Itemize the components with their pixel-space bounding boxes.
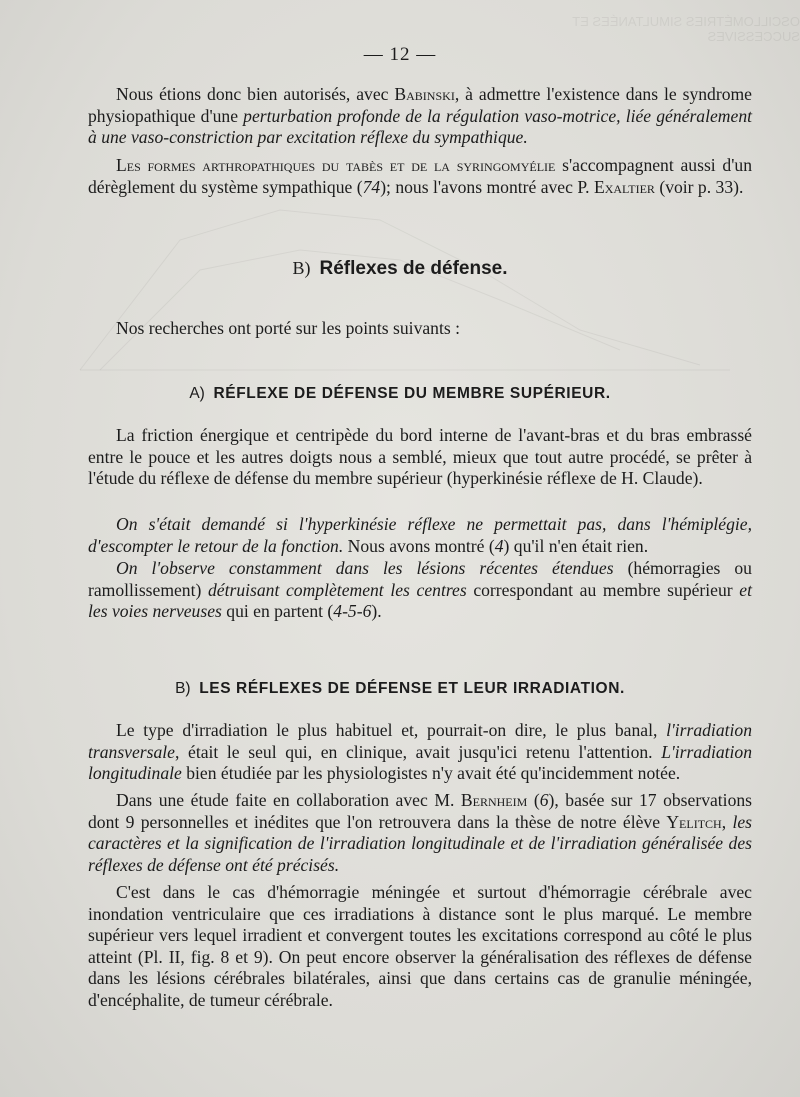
text-run: , à admettre l'existence dans le syndrome physiopathique d'une <box>88 84 752 126</box>
paragraph-babinski <box>88 84 752 149</box>
text-run: bien étudiée par les physiologistes n'y avait été qu'incidemment notée. <box>181 763 681 783</box>
smallcaps-run: Les formes arthropathiques du tabès et de la syringomyélie <box>116 155 556 175</box>
paragraph-irradiation-type <box>88 720 752 785</box>
emphasis-run: les caractères et la signification de l'irradiation longitudinale et de l'irradiation généralisée des réflexes de défense ont été précisés. <box>88 811 752 875</box>
section-heading-reflexes <box>0 258 800 280</box>
text-run: Le type d'irradiation le plus habituel et, pourrait-on dire, le plus banal, <box>116 720 667 740</box>
bleed-through-plot <box>60 180 750 380</box>
section-title: Réflexes de défense. <box>319 258 508 279</box>
text-run: qui en partent ( <box>221 601 334 621</box>
emphasis-run: On l'observe constamment dans les lésions récentes étendues <box>116 558 614 578</box>
text-run: , était le seul qui, en clinique, avait jusqu'ici retenu l'attention. <box>174 741 662 762</box>
subheading-membre-superieur <box>0 385 800 403</box>
emphasis-run: l'irradiation transversale <box>88 720 752 762</box>
author-name: Yelitch <box>666 811 722 832</box>
subsection-label: A) <box>189 385 205 402</box>
text-run: ( <box>527 790 540 810</box>
text-run: ), basée sur 17 observations dont 9 personnelles et inédites que l'on retrouvera dans la thèse de notre élève <box>88 790 753 832</box>
paragraph-bernheim-study <box>88 790 752 876</box>
reference-number: 4-5-6 <box>333 601 372 621</box>
text-run: (voir p. 33). <box>654 176 744 197</box>
subsection-title: LES RÉFLEXES DE DÉFENSE ET LEUR IRRADIATION. <box>199 680 625 697</box>
paragraph-friction <box>88 425 752 490</box>
text-run: Nous avons montré ( <box>343 535 495 556</box>
text-run: ) qu'il n'en était rien. <box>503 535 649 556</box>
reference-number: 4 <box>494 535 504 556</box>
emphasis-run: détruisant complètement les centres <box>208 579 467 600</box>
author-name: Exaltier <box>593 176 655 197</box>
text-run: ); nous l'avons montré avec P. <box>380 176 594 197</box>
subsection-title: RÉFLEXE DE DÉFENSE DU MEMBRE SUPÉRIEUR. <box>213 385 611 402</box>
text-run: La friction énergique et centripède du bord interne de l'avant-bras et du bras embrassé entre le pouce et les autres doigts nous a semblé, mieux que tout autre procédé, se prêter à l'étude du réflexe de défense du membre supérieur (hyperkinésie réflexe de H. Claude). <box>88 425 752 488</box>
paragraph-lesions <box>88 558 752 623</box>
emphasis-run: On s'était demandé si l'hyperkinésie réflexe ne permettait pas, dans l'hémiplégie, d'escompter le retour de la fonction. <box>88 514 752 556</box>
author-name: Babinski <box>394 84 455 104</box>
author-name: Bernheim <box>460 790 528 810</box>
text-run: (hémorragies ou ramollissement) <box>88 558 752 600</box>
page-number: — 12 — <box>363 44 437 65</box>
paragraph-hemorragie <box>88 882 752 1011</box>
paragraph-tabes <box>88 155 752 198</box>
subheading-irradiation <box>0 680 800 698</box>
paragraph-intro <box>88 318 752 340</box>
emphasis-run: perturbation profonde de la régulation vaso-motrice, liée généralement à une vaso-constriction par excitation réflexe du sympathique. <box>88 105 753 147</box>
text-run: , <box>721 811 733 832</box>
bleed-through-texture: OSCILLOMÉTRIES SIMULTANÉES ET SUCCESSIVES <box>572 14 800 44</box>
paragraph-hyperkinesie <box>88 514 752 557</box>
text-run: C'est dans le cas d'hémorragie méningée et surtout d'hémorragie cérébrale avec inondation ventriculaire que ces irradiations à distance sont le plus marqué. Le membre supérieur vers lequel irradient et convergent toutes les excitations correspond au côté le plus atteint (Pl. II, fig. 8 et 9). On peut encore observer la généralisation des réflexes de défense dans les lésions cérébrales bilatérales, ainsi que dans certains cas de granulie méningée, d'encéphalite, de tumeur cérébrale. <box>88 882 752 1010</box>
reference-number: 6 <box>539 790 549 810</box>
text-run: Nos recherches ont porté sur les points suivants : <box>116 318 460 338</box>
emphasis-run: et les voies nerveuses <box>88 579 752 621</box>
subsection-label: B) <box>175 680 191 697</box>
text-run: s'accompagnent aussi d'un dérèglement du système sympathique ( <box>88 155 752 197</box>
text-run: ). <box>371 601 382 621</box>
text-run: Nous étions donc bien autorisés, avec <box>116 84 395 104</box>
section-label: B) <box>292 258 311 278</box>
emphasis-run: L'irradiation longitudinale <box>88 741 752 783</box>
text-run: correspondant au membre supérieur <box>466 579 740 600</box>
reference-number: 74 <box>362 176 381 197</box>
text-run: Dans une étude faite en collaboration avec M. <box>116 790 461 810</box>
